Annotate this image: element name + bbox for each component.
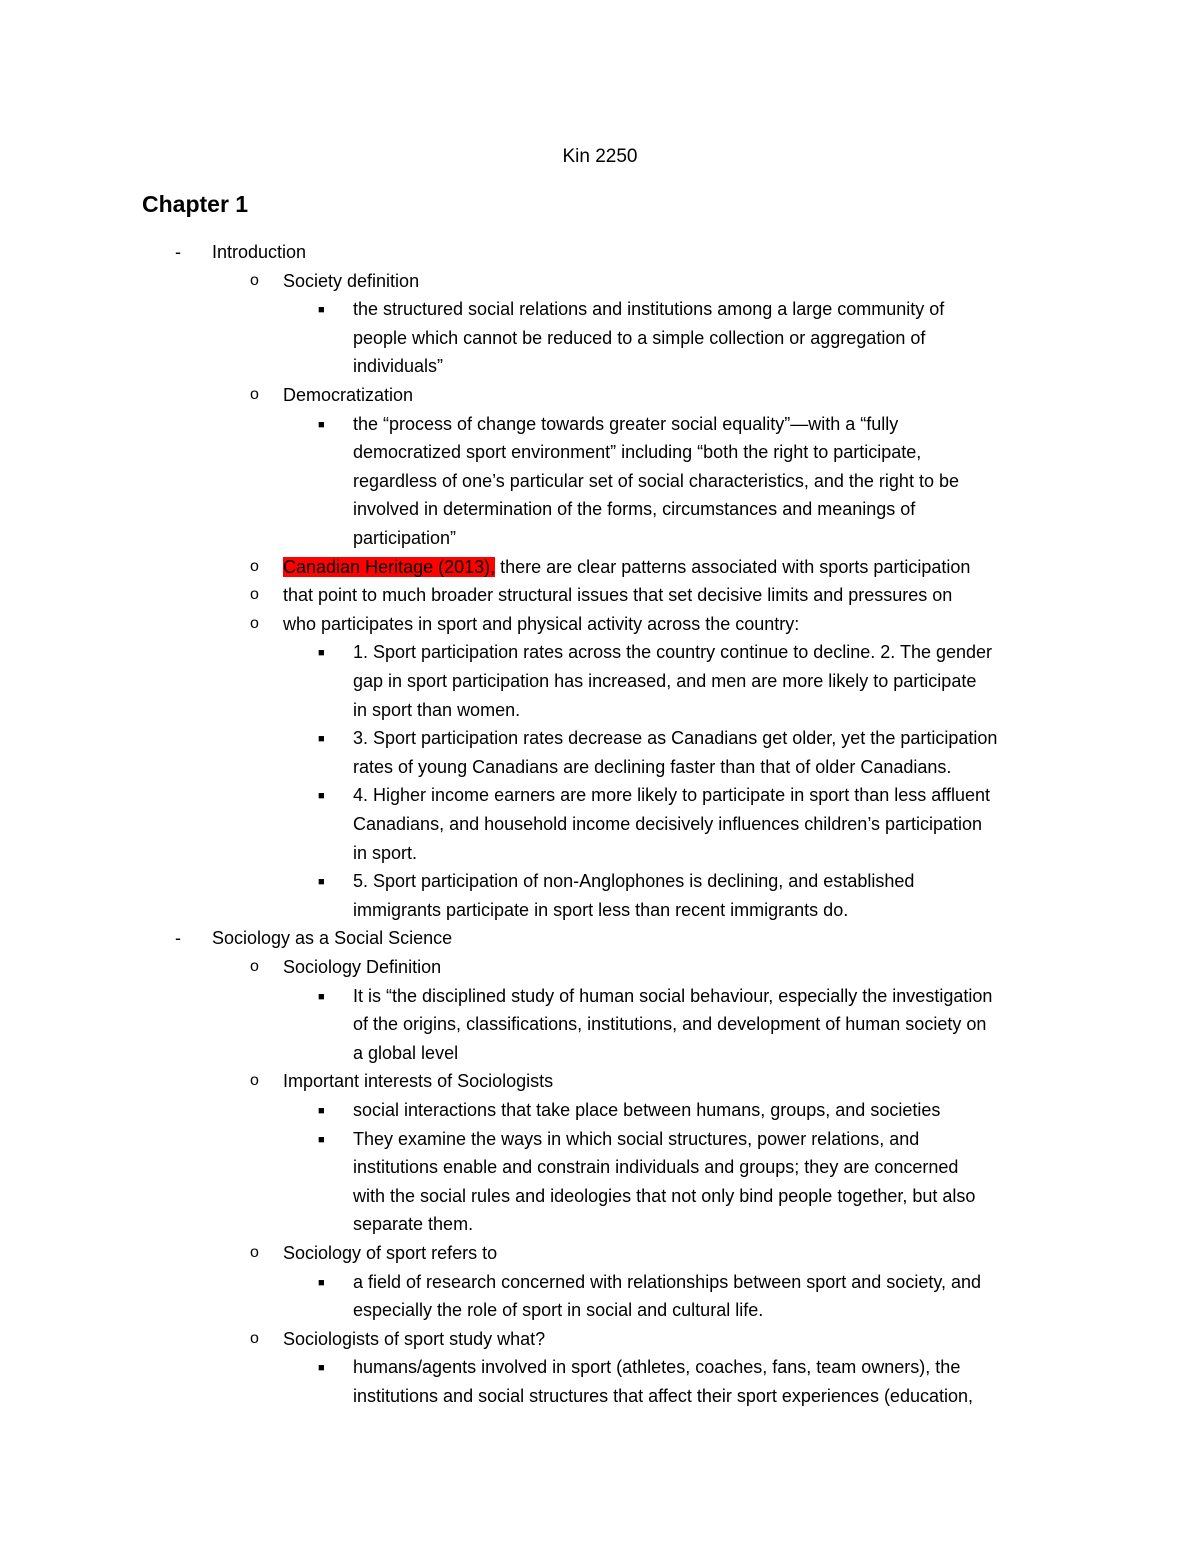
line-text: Sociology Definition xyxy=(283,957,442,977)
outline-line-level-3 xyxy=(353,667,976,695)
dash-bullet: - xyxy=(175,928,181,948)
outline-line-level-2 xyxy=(283,1239,497,1267)
outline-line-level-3 xyxy=(353,1210,473,1238)
square-bullet-icon: ■ xyxy=(318,1277,325,1289)
line-text: Sociology of sport refers to xyxy=(283,1243,498,1263)
line-text: institutions and social structures that affect their sport experiences (education, xyxy=(353,1386,973,1406)
outline-line-level-2 xyxy=(283,1325,545,1353)
line-text: 5. Sport participation of non-Anglophones is declining, and established xyxy=(353,871,915,891)
outline-line-level-3 xyxy=(353,1182,975,1210)
outline-line-level-2 xyxy=(283,553,970,581)
line-text: gap in sport participation has increased, and men are more likely to participate xyxy=(353,671,977,691)
outline-line-level-3 xyxy=(353,1268,981,1296)
outline-line-level-3 xyxy=(353,810,982,838)
highlighted-citation: Canadian Heritage (2013), xyxy=(283,557,496,577)
line-text: there are clear patterns associated with sports participation xyxy=(495,557,971,577)
line-text: immigrants participate in sport less than recent immigrants do. xyxy=(353,900,849,920)
line-text: the “process of change towards greater social equality”—with a “fully xyxy=(353,414,899,434)
line-text: participation” xyxy=(353,528,457,548)
outline-line-level-3 xyxy=(353,1010,986,1038)
line-text: individuals” xyxy=(353,356,444,376)
circle-bullet: o xyxy=(250,958,259,975)
square-bullet-icon: ■ xyxy=(318,1134,325,1146)
line-text: Sociology as a Social Science xyxy=(212,928,453,948)
line-text: separate them. xyxy=(353,1214,474,1234)
circle-bullet: o xyxy=(250,586,259,603)
line-text: in sport. xyxy=(353,843,418,863)
line-text: 4. Higher income earners are more likely to participate in sport than less affluent xyxy=(353,785,990,805)
line-text: institutions enable and constrain individuals and groups; they are concerned xyxy=(353,1157,959,1177)
line-text: people which cannot be reduced to a simple collection or aggregation of xyxy=(353,328,926,348)
circle-bullet: o xyxy=(250,558,259,575)
square-bullet-icon: ■ xyxy=(318,304,325,316)
outline-line-level-3 xyxy=(353,839,417,867)
line-text: Democratization xyxy=(283,385,414,405)
outline-line-level-3 xyxy=(353,724,997,752)
line-text: especially the role of sport in social and cultural life. xyxy=(353,1300,764,1320)
line-text: They examine the ways in which social structures, power relations, and xyxy=(353,1129,920,1149)
outline-line-level-3 xyxy=(353,867,914,895)
outline-line-level-3 xyxy=(353,410,898,438)
square-bullet-icon: ■ xyxy=(318,991,325,1003)
square-bullet-icon: ■ xyxy=(318,1362,325,1374)
line-text: of the origins, classifications, institutions, and development of human society on xyxy=(353,1014,987,1034)
outline-line-level-3 xyxy=(353,495,915,523)
outline-line-level-3 xyxy=(353,1125,919,1153)
line-text: regardless of one’s particular set of social characteristics, and the right to be xyxy=(353,471,959,491)
outline-line-level-3 xyxy=(353,696,520,724)
square-bullet-icon: ■ xyxy=(318,733,325,745)
line-text: Canadians, and household income decisively influences children’s participation xyxy=(353,814,983,834)
outline-line-level-3 xyxy=(353,1153,958,1181)
outline-line-level-3 xyxy=(353,352,443,380)
outline-line-level-3 xyxy=(353,438,921,466)
circle-bullet: o xyxy=(250,1244,259,1261)
line-text: who participates in sport and physical activity across the country: xyxy=(283,614,800,634)
line-text: 1. Sport participation rates across the country continue to decline. 2. The gender xyxy=(353,642,993,662)
outline-line-level-1 xyxy=(212,238,306,266)
line-text: humans/agents involved in sport (athletes, coaches, fans, team owners), the xyxy=(353,1357,961,1377)
square-bullet-icon: ■ xyxy=(318,790,325,802)
outline-line-level-3 xyxy=(353,324,925,352)
line-text: a global level xyxy=(353,1043,459,1063)
outline-line-level-3 xyxy=(353,982,992,1010)
line-text: It is “the disciplined study of human social behaviour, especially the investigation xyxy=(353,986,993,1006)
line-text: that point to much broader structural issues that set decisive limits and pressures on xyxy=(283,585,953,605)
line-text: social interactions that take place between humans, groups, and societies xyxy=(353,1100,941,1120)
outline-line-level-3 xyxy=(353,467,959,495)
line-text: rates of young Canadians are declining faster than that of older Canadians. xyxy=(353,757,952,777)
document-title: Kin 2250 xyxy=(562,146,638,167)
square-bullet-icon: ■ xyxy=(318,876,325,888)
outline-line-level-3 xyxy=(353,896,848,924)
line-text: Important interests of Sociologists xyxy=(283,1071,554,1091)
outline-line-level-3 xyxy=(353,638,992,666)
outline-line-level-2 xyxy=(283,381,413,409)
line-text: involved in determination of the forms, circumstances and meanings of xyxy=(353,499,916,519)
outline-line-level-1 xyxy=(212,924,452,952)
line-text: with the social rules and ideologies that not only bind people together, but also xyxy=(353,1186,976,1206)
chapter-heading: Chapter 1 xyxy=(142,191,249,217)
line-text: a field of research concerned with relationships between sport and society, and xyxy=(353,1272,982,1292)
circle-bullet: o xyxy=(250,386,259,403)
outline-line-level-3 xyxy=(353,753,951,781)
outline-line-level-3 xyxy=(353,1353,960,1381)
line-text: Sociologists of sport study what? xyxy=(283,1329,546,1349)
outline-line-level-3 xyxy=(353,1096,940,1124)
circle-bullet: o xyxy=(250,1330,259,1347)
outline-line-level-2 xyxy=(283,1067,553,1095)
square-bullet-icon: ■ xyxy=(318,647,325,659)
circle-bullet: o xyxy=(250,272,259,289)
line-text: the structured social relations and institutions among a large community of xyxy=(353,299,945,319)
square-bullet-icon: ■ xyxy=(318,1105,325,1117)
line-text: Society definition xyxy=(283,271,420,291)
outline-line-level-3 xyxy=(353,781,990,809)
outline-line-level-3 xyxy=(353,1039,458,1067)
dash-bullet: - xyxy=(175,242,181,262)
line-text: in sport than women. xyxy=(353,700,521,720)
outline-line-level-3 xyxy=(353,295,944,323)
outline-line-level-2 xyxy=(283,610,799,638)
circle-bullet: o xyxy=(250,615,259,632)
line-text: democratized sport environment” including “both the right to participate, xyxy=(353,442,922,462)
outline-line-level-2 xyxy=(283,953,441,981)
outline-line-level-3 xyxy=(353,1296,763,1324)
circle-bullet: o xyxy=(250,1072,259,1089)
line-text: 3. Sport participation rates decrease as Canadians get older, yet the participation xyxy=(353,728,998,748)
outline-line-level-3 xyxy=(353,524,456,552)
outline-line-level-3 xyxy=(353,1382,973,1410)
line-text: Introduction xyxy=(212,242,307,262)
square-bullet-icon: ■ xyxy=(318,419,325,431)
outline-line-level-2 xyxy=(283,581,952,609)
outline-line-level-2 xyxy=(283,267,419,295)
